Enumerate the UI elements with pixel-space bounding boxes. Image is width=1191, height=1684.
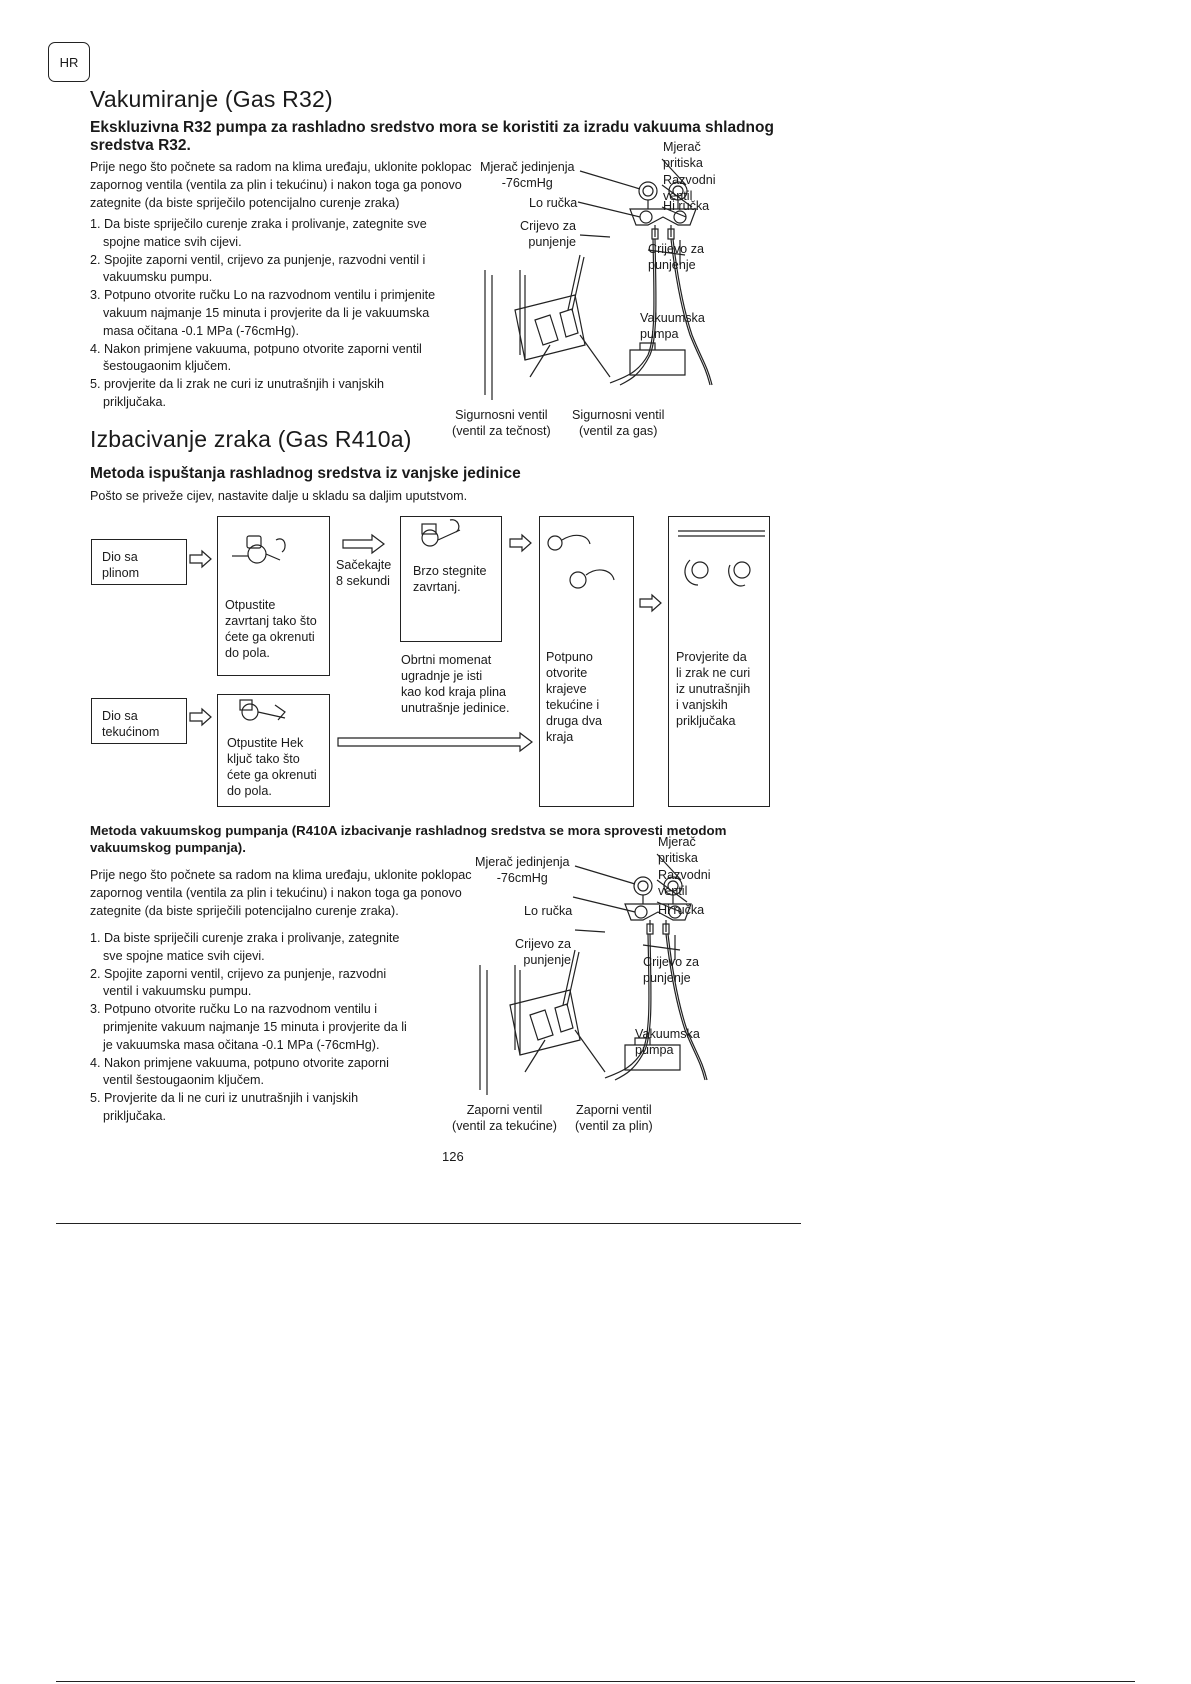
check-leak-box: Provjerite da li zrak ne curi iz unutrašnjih i vanjskih priključaka	[668, 516, 770, 807]
manifold-label: Razvodni ventil	[663, 173, 716, 203]
list-item: 5. Provjerite da li ne curi iz unutrašnjih i vanjskih priključaka.	[90, 1091, 359, 1123]
section-title-vacuum-r32: Vakumiranje (Gas R32)	[90, 86, 333, 112]
list-item: 3. Potpuno otvorite ručku Lo na razvodnom ventilu i primjenite vakuum najmanje 15 minuta i provjerite da li je vakuumska masa očitana -0.1 MPa (-76cmHg).	[90, 288, 436, 338]
steps-list-vacuum-pump	[90, 930, 470, 1126]
arrow-icon	[640, 595, 661, 611]
lo-handle-label: Lo ručka	[524, 904, 573, 918]
hi-handle-label: Hi ručka	[663, 199, 710, 213]
wait-label: Sačekajte 8 sekundi	[336, 558, 392, 588]
manifold-label: Razvodni ventil	[658, 868, 711, 898]
manifold-diagram-vacuum-pump	[452, 835, 775, 1140]
arrow-icon	[510, 535, 531, 551]
vacuum-pump-label: Vakuumska pumpa	[640, 311, 705, 341]
open-fully-box: Potpuno otvorite krajeve tekućine i druga dva kraja	[539, 516, 634, 807]
hi-handle-label: Hi ručka	[658, 903, 705, 917]
section-subtitle-purge: Metoda ispuštanja rashladnog sredstva iz vanjske jedinice	[90, 465, 521, 482]
service-valve-liquid-label: Sigurnosni ventil (ventil za tečnost)	[452, 408, 551, 438]
torque-note: Obrtni momenat ugradnje je isti kao kod kraja plina unutrašnje jedinice.	[401, 653, 510, 715]
lo-handle-label: Lo ručka	[529, 196, 578, 210]
section-subtitle-r32: Ekskluzivna R32 pumpa za rashladno sredstvo mora se koristiti za izradu vakuuma shladnog sredstva R32.	[90, 119, 774, 154]
list-item: 5. provjerite da li zrak ne curi iz unutrašnjih i vanjskih priključaka.	[90, 377, 384, 409]
charge-hose-left-label: Crijevo za punjenje	[515, 937, 571, 967]
valve-sketch-tighten	[422, 520, 460, 546]
section-subtitle-vacuum-pump: Metoda vakuumskog pumpanja (R410A izbacivanje rashladnog sredstva se mora sprovesti metodom vakuumskog pumpanja).	[90, 823, 727, 855]
list-item: 4. Nakon primjene vakuuma, potpuno otvorite zaporni ventil šestougaonim ključem.	[90, 1055, 389, 1088]
arrow-icon	[190, 551, 211, 567]
intro-purge: Pošto se priveže cijev, nastavite dalje u skladu sa daljim uputstvom.	[90, 489, 468, 503]
compound-gauge-label: Mjerač jedinjenja -76cmHg	[475, 855, 570, 885]
compound-gauge-label: Mjerač jedinjenja -76cmHg	[480, 160, 575, 190]
charge-hose-right-label: Crijevo za punjenje	[648, 242, 704, 272]
pressure-gauge-label: Mjerač pritiska	[658, 835, 698, 865]
arrow-icon	[338, 733, 532, 751]
list-item: 2. Spojite zaporni ventil, crijevo za punjenje, razvodni ventil i vakuumsku pumpu.	[90, 252, 426, 285]
service-valve-gas-label: Sigurnosni ventil (ventil za gas)	[572, 408, 665, 438]
tighten-box: Brzo stegnite zavrtanj.	[400, 516, 502, 642]
list-item: 1. Da biste spriječilo curenje zraka i prolivanje, zategnite sve spojne matice svih cijevi.	[90, 217, 427, 249]
valve-sketch-check	[678, 531, 765, 586]
vacuum-pump-label: Vakuumska pumpa	[635, 1027, 700, 1057]
liquid-side-box: Dio sa tekućinom	[91, 698, 187, 744]
charge-hose-right-label: Crijevo za punjenje	[643, 955, 699, 985]
arrow-icon	[343, 535, 384, 553]
stop-valve-gas-label: Zaporni ventil (ventil za plin)	[575, 1103, 653, 1133]
list-item: 3. Potpuno otvorite ručku Lo na razvodnom ventilu i primjenite vakuum najmanje 15 minuta i provjerite da li je vakuumska masa očitana -0.1 MPa (-76cmHg).	[90, 1002, 407, 1052]
stop-valve-liquid-label: Zaporni ventil (ventil za tekućine)	[452, 1103, 557, 1133]
pressure-gauge-label: Mjerač pritiska	[663, 140, 703, 170]
valve-sketch-gas-loosen	[232, 536, 285, 563]
valve-sketch-liquid-loosen	[240, 700, 285, 720]
valve-sketch-open-fully	[548, 535, 614, 588]
loosen-gas-box: Otpustite zavrtanj tako što ćete ga okrenuti do pola.	[217, 516, 330, 676]
page-number: 126	[442, 1149, 464, 1164]
loosen-liquid-box: Otpustite Hek ključ tako što ćete ga okrenuti do pola.	[217, 694, 330, 807]
charge-hose-left-label: Crijevo za punjenje	[520, 219, 576, 249]
intro-r32: Prije nego što počnete sa radom na klima uređaju, uklonite poklopac zapornog ventila (ventila za plin i tekućinu) i nakon toga ga ponovo zategnite (da biste spriječilo potencijalno curenje zraka)	[90, 160, 472, 210]
list-item: 2. Spojite zaporni ventil, crijevo za punjenje, razvodni ventil i vakuumsku pumpu.	[90, 966, 387, 999]
divider	[56, 1223, 801, 1224]
section-title-air-purge: Izbacivanje zraka (Gas R410a)	[90, 426, 412, 452]
intro-vacuum-pump: Prije nego što počnete sa radom na klima uređaju, uklonite poklopac zapornog ventila (ventila za plin i tekućinu) i nakon toga ga ponovo zategnite (da biste spriječili potencijalno curenje zraka).	[90, 868, 472, 918]
list-item: 4. Nakon primjene vakuuma, potpuno otvorite zaporni ventil šestougaonim ključem.	[90, 341, 422, 374]
bottom-divider	[56, 1681, 1135, 1682]
list-item: 1. Da biste spriječili curenje zraka i prolivanje, zategnite sve spojne matice svih cijevi.	[90, 931, 400, 963]
language-badge: HR	[48, 42, 90, 82]
gas-side-box: Dio sa plinom	[91, 539, 187, 585]
arrow-icon	[190, 709, 211, 725]
